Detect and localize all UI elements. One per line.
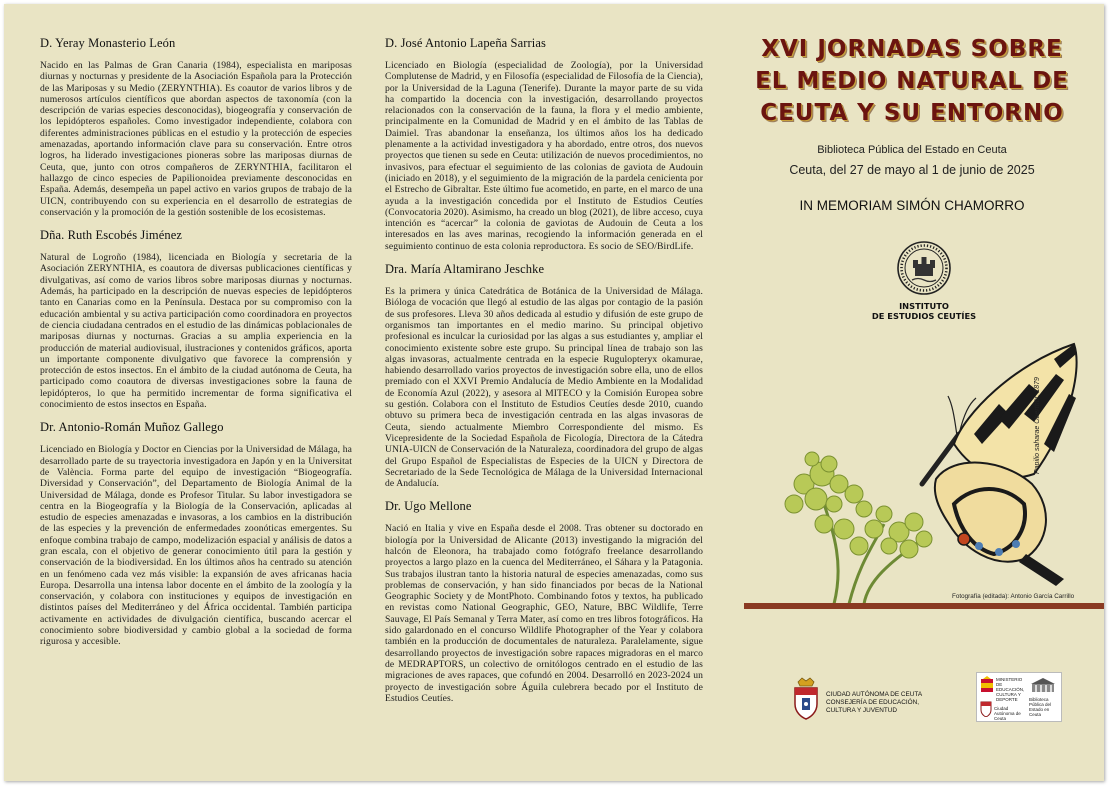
- species-caption: Papilio saharae Oberthür, 1879: [1034, 377, 1041, 474]
- bio-section: [385, 36, 703, 252]
- institute-name-line-1: INSTITUTO: [899, 301, 949, 311]
- speaker-bio: Nació en Italia y vive en España desde el 2008. Tras obtener su doctorado en biología por la Universidad de Alicante (2013) investigando la migración del halcón de Eleonora, ha trabajado como fotógrafo freelance desarrollando proyectos a largo plazo en la cuenca del Mediterráneo, el Sáhara y la Patagonia. Sus trabajos ilustran tanto la historia natural de especies amenazadas, como sus problemas de conservación, y han sido financiados por becas de la National Geographic Society y de MontPhoto. Combinando fotos y textos, ha publicado en revistas como National Geographic, GEO, Nature, BBC Wildlife, Terre Sauvage, El País Semanal y Terra Mater, así como en tres libros fotográficos. Ha sido galardonado en el concurso Wildlife Photographer of the Year y colabora también en la producción de documentales de naturaleza. Paralelamente, sigue desarrollando proyectos de investigación sobre rapaces migradoras en el marco de MEDRAPTORS, un colectivo de ornitólogos centrado en el estudio de las migraciones de aves rapaces, que cofundó en 2004. Desarrolló en 2023-2024 un proyecto de investigación sobre Águila culebrera becado por el Instituto de Estudios Ceutíes.: [385, 523, 703, 704]
- speaker-bio: Natural de Logroño (1984), licenciada en Biología y secretaria de la Asociación ZERYNTHIA, es coautora de diversas publicaciones científicas y divulgativas, así como de varios libros sobre mariposas diurnas y nocturnas. Además, ha participado en la descripción de nuevas especies de lepidópteros tanto en Canarias como en la Península. Destaca por su compromiso con la educación ambiental y su activa participación como coordinadora en proyectos de ciencia ciudadana centrados en el estudio de las dinámicas poblacionales de mariposas diurnas y nocturnas. Gracias a su amplia experiencia en la producción de material audiovisual, ilustraciones y contenidos gráficos, aporta un importante componente divulgativo que favorece la comprensión y protección de estos insectos. En el ámbito de la ciudad autónoma de Ceuta, ha participado como coautora de diversas investigaciones sobre la fauna de lepidópteros, lo que ha permitido incrementar de forma significativa el conocimiento de estos insectos en España.: [40, 252, 352, 411]
- ciudad-autonoma-text: Ciudad Autónoma de Ceuta: [994, 706, 1021, 721]
- speaker-bio: Licenciado en Biología y Doctor en Ciencias por la Universidad de Málaga, ha desarrollado parte de su trayectoria investigadora en Japón y en la Universitat de València. Forma parte del equipo de investigación “Biogeografía. Diversidad y Conservación”, del Departamento de Biología Animal de la Universidad de Málaga, donde es Profesor Titular. Su labor investigadora se centra en la Biogeografía y la Biología de la Conservación, aplicadas al estudio de especies amenazadas e invasoras, a los cambios en la distribución de las especies y la prevención de enfermedades zoonóticas emergentes. Su enfoque combina trabajo de campo, modelización espacial y análisis de datos a gran escala, con el objetivo de generar conocimiento útil para la gestión y conservación de la biodiversidad. En los últimos años ha centrado su atención en un fenómeno cada vez más visible: la expansión de aves africanas hacia Europa. Desarrolla una intensa labor docente en el ámbito de la zoología y la conservación, y colabora con instituciones y equipos de investigación en distintos países del Mediterráneo y del África occidental. También participa activamente en actividades de divulgación científica, buscando acercar el conocimiento sobre biodiversidad y cambio global a la sociedad de forma rigurosa y accesible.: [40, 444, 352, 648]
- speaker-name: Dña. Ruth Escobés Jiménez: [40, 228, 183, 243]
- ceuta-council-line-3: CULTURA Y JUVENTUD: [826, 707, 898, 715]
- photo-credit: Fotografía (editada): Antonio García Carrillo: [952, 593, 1075, 600]
- ceuta-council-line-2: CONSEJERÍA DE EDUCACIÓN,: [826, 699, 920, 707]
- bio-section: [385, 499, 703, 704]
- speaker-name: D. Yeray Monasterio León: [40, 36, 176, 50]
- memoriam-text: IN MEMORIAM SIMÓN CHAMORRO: [799, 198, 1025, 213]
- event-dates: Ceuta, del 27 de mayo al 1 de junio de 2025: [789, 163, 1035, 177]
- library-building-icon: [1029, 676, 1057, 694]
- speaker-bio: Nacido en las Palmas de Gran Canaria (1984), especialista en mariposas diurnas y nocturnas y presidente de la Asociación Española para la Protección de las Mariposas y su Medio (ZERYNTHIA). Es coautor de varios libros y de numerosos artículos científicos que abordan aspectos de taxonomía (con la descripción de varias especies desconocidas), biogeografía y conservación de los lepidópteros españoles. Como investigador independiente, colabora con diferentes administraciones públicas en el estudio y la protección de especies amenazadas, aportando información clave para su conservación. Entre otros logros, ha liderado investigaciones pioneras sobre las mariposas diurnas de Ceuta, que, junto con otros compañeros de ZERYNTHIA, facilitaron el hallazgo de cinco especies de Papilionoidea previamente desconocidas en España. Además, desempeña un papel activo en varios grupos de trabajo de la UICN, contribuyendo con su experiencia en el desarrollo de estrategias de conservación y la promoción de la gestión sostenible de los ecosistemas.: [40, 60, 352, 218]
- speaker-name: D. José Antonio Lapeña Sarrias: [385, 36, 546, 50]
- institute-seal-icon: [896, 240, 952, 296]
- biographies-column-2: [385, 36, 703, 714]
- brochure-page: [4, 4, 1104, 781]
- bio-section: [385, 262, 703, 489]
- speaker-bio: Licenciado en Biología (especialidad de Zoología), por la Universidad Complutense de Madrid, y en Filosofía (especialidad de Filosofía de la Ciencia), por la Universidad de la Laguna (Tenerife). Durante la mayor parte de su vida ha compartido la docencia con la investigación, desarrollando proyectos relacionados con la conservación de la fauna, la flora y el medio ambiente, principalmente en la Comunidad de Madrid y en el ámbito de las Tablas de Daimiel. Tras abandonar la enseñanza, los últimos años los ha dedicado plenamente a la actividad investigadora y ha abordado, entre otros, dos nuevos proyectos que tienen su sede en Ceuta: utilización de nuevos procedimientos, no invasivos, para efectuar el seguimiento de las colonias de gaviota de Audouin (iniciado en 2018), y el seguimiento de la migración de la pardela cenicienta por el Estrecho de Gibraltar. Este último fue acometido, en parte, en el marco de una ayuda a la investigación concedida por el Instituto de Estudios Ceutíes (Convocatoria 2020). Asimismo, ha creado un blog (2021), de libre acceso, cuya intención es “acercar” la colonia de gaviotas de Audouin de Ceuta a los interesados en las aves marinas, recogiendo la información generada en el seguimiento continuo de esta colonia reproductora. Es socio de SEO/BirdLife.: [385, 60, 703, 252]
- accent-divider: [744, 603, 1104, 609]
- event-title-line-1: XVI JORNADAS SOBRE: [761, 36, 1063, 62]
- speaker-name: Dra. María Altamirano Jeschke: [385, 262, 545, 277]
- bio-section: [40, 420, 352, 647]
- ceuta-small-crest-icon: [980, 699, 992, 717]
- ceuta-coat-of-arms-icon: [792, 676, 820, 720]
- spain-crest-icon: [980, 676, 994, 694]
- butterfly-illustration-icon: [764, 334, 1094, 604]
- speaker-name: Dr. Antonio-Román Muñoz Gallego: [40, 420, 224, 435]
- ministry-text: MINISTERIO DE EDUCACIÓN, CULTURA Y DEPORTE: [996, 677, 1025, 702]
- institute-name-line-2: DE ESTUDIOS CEUTÍES: [871, 311, 977, 321]
- bio-section: [40, 36, 352, 218]
- speaker-bio: Es la primera y única Catedrática de Botánica de la Universidad de Málaga. Bióloga de vocación que llegó al estudio de las algas por contagio de la pasión de sus profesores. Lleva 30 años dedicada al estudio y difusión de este grupo de organismos tan importantes en el medio marino. Su principal objetivo profesional es inculcar la curiosidad por las algas a sus estudiantes y, ampliar el conocimiento existente sobre este grupo. Su principal línea de trabajo son las algas invasoras, actualmente centrada en la especie Rugulopteryx okamurae, habiendo desarrollado varios proyectos de investigación sobre ella, uno de ellos premiado con el XXVI Premio Andalucía de Medio Ambiente en la Modalidad de Economía Azul (2022), y asesora al MITECO y la Comisión Europea sobre su gestión. Colabora con el Instituto de Estudios Ceutíes desde 2010, cuando obtuvo su primera beca de investigación centrada en las algas invasoras de Ceuta, siendo actualmente Miembro Correspondiente del mismo. Es Vicepresidente de la Sociedad Española de Ficología, Directora de la Cátedra UNIA-UICN de Conservación de la Naturaleza, coordinadora del grupo de algas del Grupo Español de Especialistas de Especies de la UICN y Directora de Secretariado de la Sede Tecnológica de Málaga de la Universidad Internacional de Andalucía.: [385, 286, 703, 490]
- bio-section: [40, 228, 352, 410]
- ceuta-council-line-1: CIUDAD AUTÓNOMA DE CEUTA: [826, 691, 923, 698]
- speaker-name: Dr. Ugo Mellone: [385, 499, 472, 514]
- partner-logos-box: [976, 672, 1062, 722]
- biblioteca-text: Biblioteca Pública del Estado en Ceuta: [1029, 697, 1052, 717]
- event-title-line-3: CEUTA Y SU ENTORNO: [760, 100, 1064, 126]
- venue-text: Biblioteca Pública del Estado en Ceuta: [817, 144, 1007, 156]
- event-title-line-2: EL MEDIO NATURAL DE: [755, 68, 1069, 94]
- ceuta-council-text: [826, 691, 936, 716]
- cover-panel: [744, 4, 1104, 781]
- biographies-column-1: [40, 36, 352, 658]
